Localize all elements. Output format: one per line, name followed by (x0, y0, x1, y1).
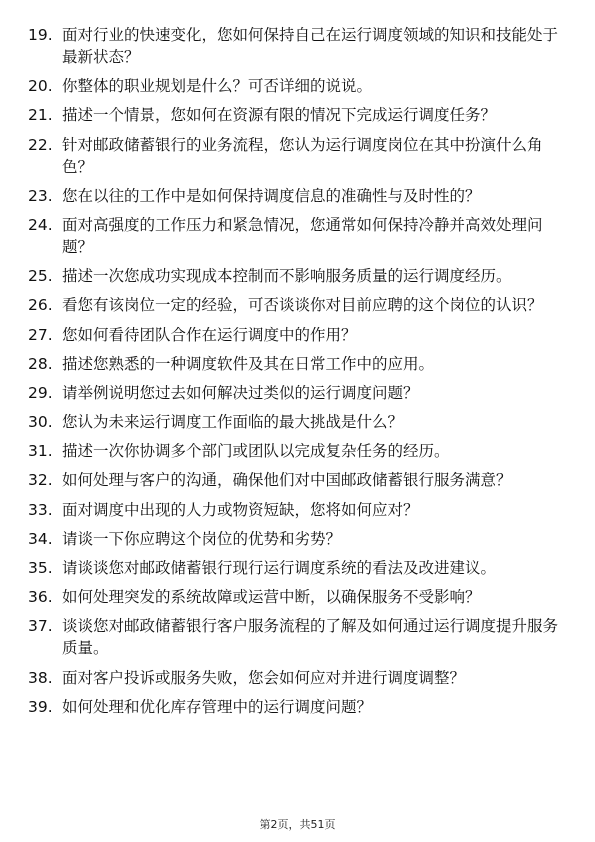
question-number: 36. (28, 588, 53, 607)
question-text: 描述一个情景，您如何在资源有限的情况下完成运行调度任务？ (62, 106, 497, 125)
question-number: 24. (28, 215, 53, 234)
question-number: 33. (28, 500, 53, 519)
question-number: 20. (28, 77, 53, 96)
question-text: 针对邮政储蓄银行的业务流程，您认为运行调度岗位在其中扮演什么角色？ (62, 135, 543, 176)
question-number: 25. (28, 267, 53, 286)
question-number: 30. (28, 413, 53, 432)
question-text: 看您有该岗位一定的经验，可否谈谈你对目前应聘的这个岗位的认识？ (62, 296, 543, 315)
question-item (28, 499, 568, 521)
question-text: 面对客户投诉或服务失败，您会如何应对并进行调度调整？ (62, 668, 466, 687)
question-text: 请举例说明您过去如何解决过类似的运行调度问题？ (62, 383, 419, 402)
question-text: 面对高强度的工作压力和紧急情况，您通常如何保持冷静并高效处理问题？ (62, 215, 543, 256)
question-text: 描述一次你协调多个部门或团队以完成复杂任务的经历。 (62, 442, 450, 461)
question-number: 21. (28, 106, 53, 125)
question-number: 34. (28, 529, 53, 548)
question-number: 28. (28, 354, 53, 373)
question-item (28, 411, 568, 433)
question-number: 22. (28, 135, 53, 154)
question-item (28, 75, 568, 97)
question-text: 如何处理与客户的沟通，确保他们对中国邮政储蓄银行服务满意？ (62, 471, 512, 490)
question-number: 37. (28, 617, 53, 636)
question-text: 谈谈您对邮政储蓄银行客户服务流程的了解及如何通过运行调度提升服务质量。 (62, 617, 559, 658)
question-item (28, 440, 568, 462)
question-number: 23. (28, 186, 53, 205)
question-text: 面对调度中出现的人力或物资短缺，您将如何应对？ (62, 500, 419, 519)
question-text: 您如何看待团队合作在运行调度中的作用？ (62, 325, 357, 344)
question-item (28, 265, 568, 287)
question-number: 35. (28, 559, 53, 577)
question-number: 32. (28, 471, 53, 490)
question-number: 39. (28, 697, 53, 716)
question-item (28, 214, 568, 258)
question-text: 请谈一下你应聘这个岗位的优势和劣势？ (62, 529, 342, 548)
question-item (28, 557, 568, 579)
question-item (28, 104, 568, 126)
question-number: 38. (28, 668, 53, 687)
question-text: 您在以往的工作中是如何保持调度信息的准确性与及时性的？ (62, 186, 481, 205)
question-number: 31. (28, 442, 53, 461)
question-list (28, 24, 568, 725)
question-text: 您认为未来运行调度工作面临的最大挑战是什么？ (62, 413, 404, 432)
question-number: 26. (28, 296, 53, 315)
question-text: 面对行业的快速变化，您如何保持自己在运行调度领域的知识和技能处于最新状态？ (62, 26, 559, 66)
question-item (28, 294, 568, 316)
question-item (28, 586, 568, 608)
question-item (28, 24, 568, 68)
question-item (28, 134, 568, 178)
question-item (28, 528, 568, 550)
question-item (28, 469, 568, 491)
question-item (28, 185, 568, 207)
question-item (28, 353, 568, 375)
question-item (28, 615, 568, 659)
question-item (28, 696, 568, 718)
question-number: 29. (28, 383, 53, 402)
page-footer: 第2页，共51页 (259, 818, 336, 831)
question-text: 如何处理和优化库存管理中的运行调度问题？ (62, 697, 373, 716)
question-text: 如何处理突发的系统故障或运营中断，以确保服务不受影响？ (62, 588, 481, 607)
question-text: 描述您熟悉的一种调度软件及其在日常工作中的应用。 (62, 354, 435, 373)
question-text: 你整体的职业规划是什么？可否详细的说说。 (62, 77, 373, 96)
question-number: 27. (28, 325, 53, 344)
question-item (28, 324, 568, 346)
question-number: 19. (28, 26, 53, 44)
question-item (28, 382, 568, 404)
question-text: 请谈谈您对邮政储蓄银行现行运行调度系统的看法及改进建议。 (62, 559, 497, 577)
question-text: 描述一次您成功实现成本控制而不影响服务质量的运行调度经历。 (62, 267, 512, 286)
question-item (28, 667, 568, 689)
